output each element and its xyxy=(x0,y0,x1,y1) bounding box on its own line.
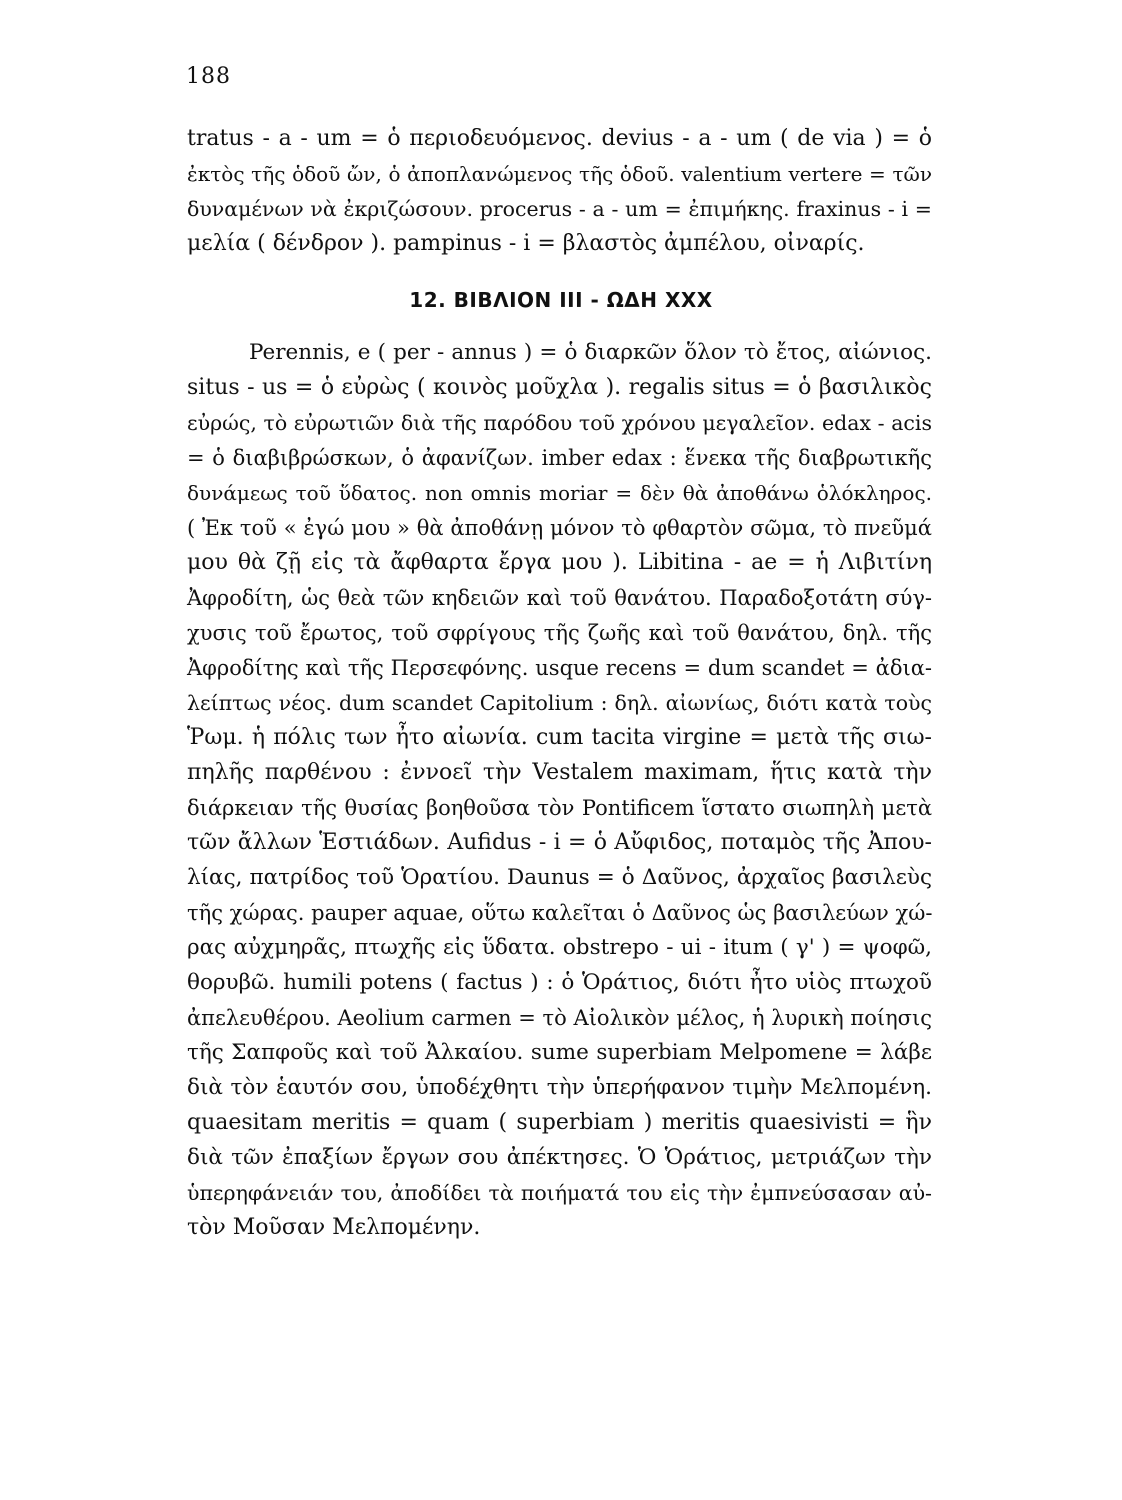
body-line-15: τῶν ἄλλων Ἑστιάδων. Aufidus - i = ὁ Αὔφιδος, ποταμὸς τῆς Ἀπου- xyxy=(187,830,932,855)
body-line-23: quaesitam meritis = quam ( superbiam ) meritis quaesivisti = ἣν xyxy=(187,1110,932,1135)
body-line-26: τὸν Μοῦσαν Μελπομένην. xyxy=(187,1215,481,1240)
top-line-4: μελία ( δένδρον ). pampinus - i = βλαστὸς ἀμπέλου, οἰναρίς. xyxy=(187,231,865,256)
top-line-1: tratus - a - um = ὁ περιοδευόμενος. devius - a - um ( de via ) = ὁ xyxy=(187,126,932,151)
body-line-16: λίας, πατρίδος τοῦ Ὁρατίου. Daunus = ὁ Δαῦνος, ἀρχαῖος βασιλεὺς xyxy=(187,865,932,890)
body-line-22: διὰ τὸν ἑαυτόν σου, ὑποδέχθητι τὴν ὑπερήφανον τιμὴν Μελπομένη. xyxy=(187,1075,932,1100)
body-line-12: Ῥωμ. ἡ πόλις των ἦτο αἰωνία. cum tacita virgine = μετὰ τῆς σιω- xyxy=(187,725,932,750)
top-line-3: δυναμένων νὰ ἐκριζώσουν. procerus - a - um = ἐπιμήκης. fraxinus - i = xyxy=(187,197,932,221)
body-line-2: situs - us = ὁ εὐρὼς ( κοινὸς μοῦχλα ). regalis situs = ὁ βασιλικὸς xyxy=(187,375,932,400)
body-line-5: δυνάμεως τοῦ ὕδατος. non omnis moriar = δὲν θὰ ἀποθάνω ὁλόκληρος. xyxy=(187,481,932,505)
body-line-17: τῆς χώρας. pauper aquae, οὕτω καλεῖται ὁ Δαῦνος ὡς βασιλεύων χώ- xyxy=(187,901,933,925)
body-line-19: θορυβῶ. humili potens ( factus ) : ὁ Ὁράτιος, διότι ἦτο υἱὸς πτωχοῦ xyxy=(187,970,932,995)
top-line-2: ἐκτὸς τῆς ὁδοῦ ὤν, ὁ ἀποπλανώμενος τῆς ὁδοῦ. valentium vertere = τῶν xyxy=(187,162,932,186)
body-line-3: εὐρώς, τὸ εὐρωτιῶν διὰ τῆς παρόδου τοῦ χρόνου μεγαλεῖον. edax - acis xyxy=(187,411,932,435)
body-line-11: λείπτως νέος. dum scandet Capitolium : δηλ. αἰωνίως, διότι κατὰ τοὺς xyxy=(187,691,932,715)
section-heading: 12. ΒΙΒΛΙΟΝ ΙΙΙ - ΩΔΗ XXX xyxy=(409,288,713,312)
body-line-24: διὰ τῶν ἐπαξίων ἔργων σου ἀπέκτησες. Ὁ Ὁράτιος, μετριάζων τὴν xyxy=(187,1145,932,1170)
body-line-1: Perennis, e ( per - annus ) = ὁ διαρκῶν ὅλον τὸ ἔτος, αἰώνιος. xyxy=(249,340,932,365)
body-line-7: μου θὰ ζῇ εἰς τὰ ἄφθαρτα ἔργα μου ). Libitina - ae = ἡ Λιβιτίνη xyxy=(187,550,932,575)
body-line-4: = ὁ διαβιβρώσκων, ὁ ἀφανίζων. imber edax : ἕνεκα τῆς διαβρωτικῆς xyxy=(187,446,932,470)
body-line-9: χυσις τοῦ ἔρωτος, τοῦ σφρίγους τῆς ζωῆς καὶ τοῦ θανάτου, δηλ. τῆς xyxy=(187,621,932,645)
body-line-18: ρας αὐχμηρᾶς, πτωχῆς εἰς ὕδατα. obstrepo - ui - itum ( γ' ) = ψοφῶ, xyxy=(187,935,932,960)
body-line-20: ἀπελευθέρου. Aeolium carmen = τὸ Αἰολικὸν μέλος, ἡ λυρικὴ ποίησις xyxy=(187,1006,932,1030)
body-line-10: Ἀφροδίτης καὶ τῆς Περσεφόνης. usque recens = dum scandet = ἀδια- xyxy=(187,656,932,680)
body-line-6: ( Ἐκ τοῦ « ἐγώ μου » θὰ ἀποθάνῃ μόνον τὸ φθαρτὸν σῶμα, τὸ πνεῦμά xyxy=(187,516,932,540)
page-number: 188 xyxy=(186,64,231,89)
body-line-8: Ἀφροδίτη, ὡς θεὰ τῶν κηδειῶν καὶ τοῦ θανάτου. Παραδοξοτάτη σύγ- xyxy=(187,586,932,610)
body-line-21: τῆς Σαπφοῦς καὶ τοῦ Ἀλκαίου. sume superbiam Melpomene = λάβε xyxy=(187,1040,932,1065)
body-line-25: ὑπερηφάνειάν του, ἀποδίδει τὰ ποιήματά του εἰς τὴν ἐμπνεύσασαν αὐ- xyxy=(187,1181,932,1205)
body-line-13: πηλῆς παρθένου : ἐννοεῖ τὴν Vestalem maximam, ἥτις κατὰ τὴν xyxy=(187,760,932,785)
body-line-14: διάρκειαν τῆς θυσίας βοηθοῦσα τὸν Pontificem ἵστατο σιωπηλὴ μετὰ xyxy=(187,796,932,820)
